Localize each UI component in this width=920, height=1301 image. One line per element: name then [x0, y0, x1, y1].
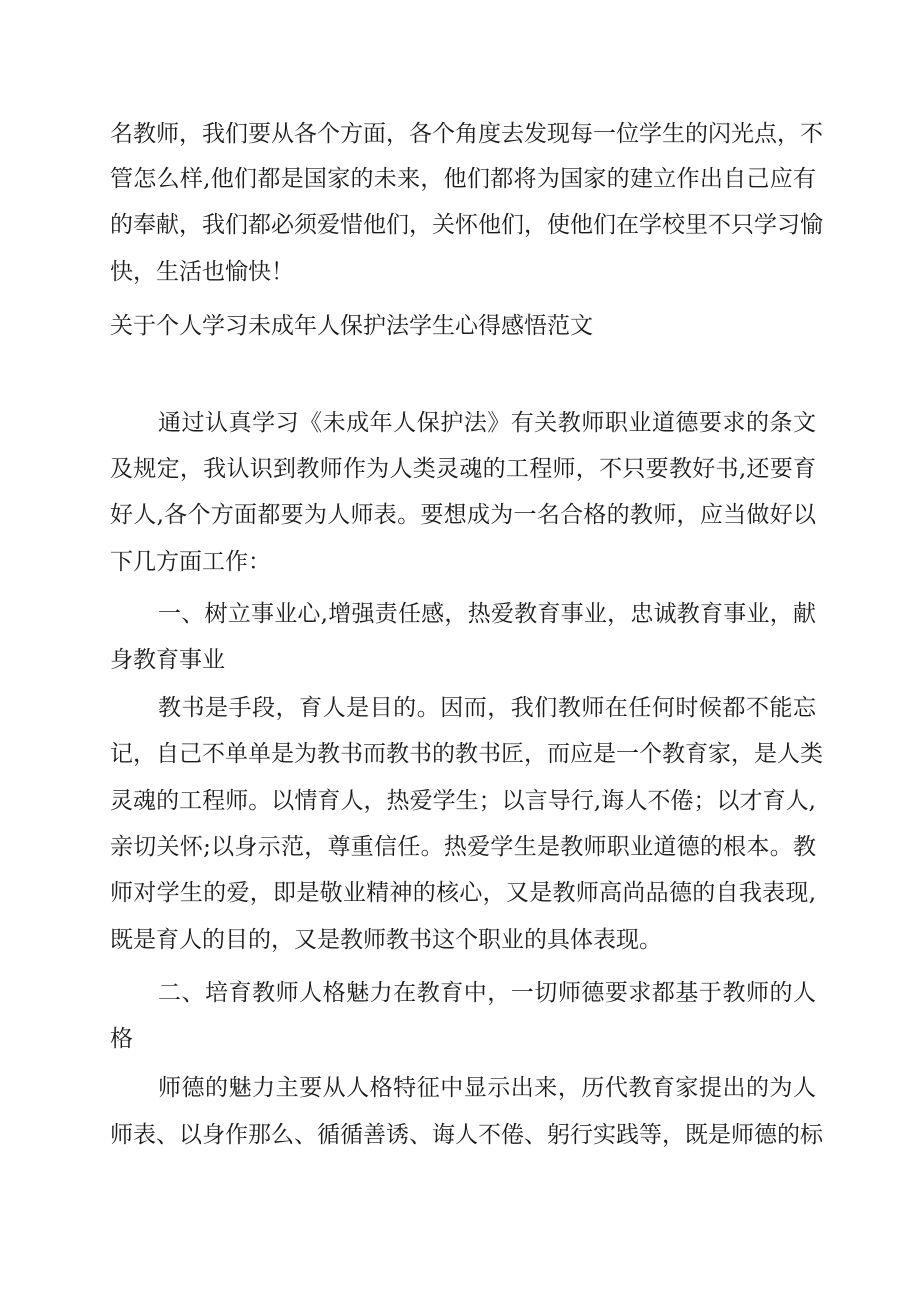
prev-paragraph-line-2: 管怎么样,他们都是国家的未来，他们都将为国家的建立作出自己应有: [110, 166, 816, 192]
intro-line-1: 通过认真学习《未成年人保护法》有关教师职业道德要求的条文: [158, 410, 816, 436]
section2-body-line-1: 师德的魅力主要从人格特征中显示出来，历代教育家提出的为人: [158, 1075, 816, 1101]
section2-body-line-2: 师表、以身作那么、循循善诱、诲人不倦、躬行实践等，既是师德的标: [110, 1122, 823, 1148]
section1-body-line-4: 亲切关怀;以身示范，尊重信任。热爱学生是教师职业道德的根本。教: [110, 834, 816, 860]
section1-heading-line-1: 一、树立事业心,增强责任感，热爱教育事业，忠诚教育事业，献: [158, 601, 816, 627]
prev-paragraph-line-1: 名教师，我们要从各个方面，各个角度去发现每一位学生的闪光点，不: [110, 121, 823, 147]
section1-body-line-6: 既是育人的目的，又是教师教书这个职业的具体表现。: [110, 927, 662, 953]
section1-heading-line-2: 身教育事业: [110, 647, 225, 673]
intro-line-2: 及规定，我认识到教师作为人类灵魂的工程师，不只要教好书,还要育: [110, 456, 816, 482]
prev-paragraph-line-4: 快，生活也愉快！: [110, 259, 294, 285]
section1-body-line-1: 教书是手段，育人是目的。因而，我们教师在任何时候都不能忘: [158, 695, 816, 721]
prev-paragraph-line-3: 的奉献，我们都必须爱惜他们，关怀他们，使他们在学校里不只学习愉: [110, 212, 823, 238]
section1-body-line-2: 记，自己不单单是为教书而教书的教书匠，而应是一个教育家，是人类: [110, 741, 823, 767]
intro-line-3: 好人,各个方面都要为人师表。要想成为一名合格的教师，应当做好以: [110, 502, 816, 528]
section1-body-line-3: 灵魂的工程师。以情育人，热爱学生；以言导行,诲人不倦；以才育人,: [110, 788, 816, 814]
section1-body-line-5: 师对学生的爱，即是敬业精神的核心，又是教师高尚品德的自我表现,: [110, 880, 816, 906]
section2-heading-line-2: 格: [110, 1026, 133, 1052]
intro-line-4: 下几方面工作：: [110, 549, 271, 575]
section2-heading-line-1: 二、培育教师人格魅力在教育中，一切师德要求都基于教师的人: [158, 980, 816, 1006]
document-title: 关于个人学习未成年人保护法学生心得感悟范文: [110, 313, 593, 339]
